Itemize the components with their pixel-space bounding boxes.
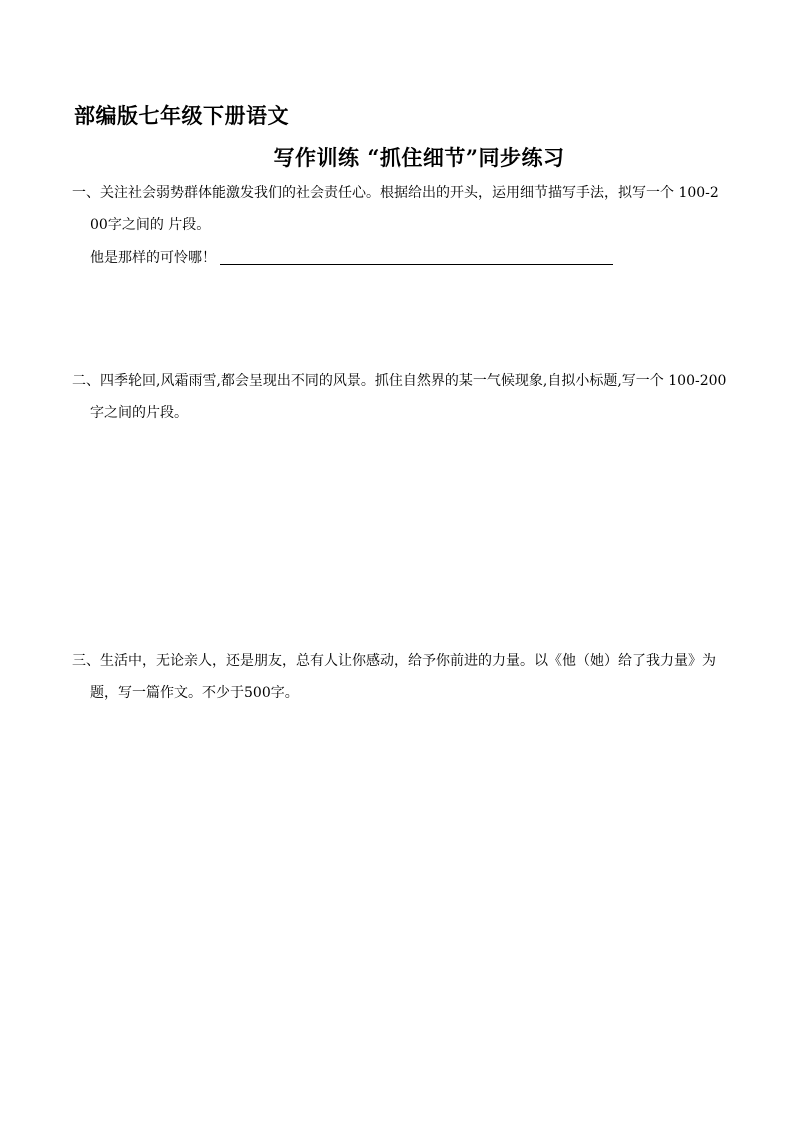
question-number: 二、 [72, 373, 100, 389]
prompt-text: 他是那样的可怜哪！ [90, 250, 216, 266]
question-text-line2: 字之间的片段。 [90, 405, 188, 421]
textbook-header: 部编版七年级下册语文 [74, 103, 289, 128]
question-text-line1: 四季轮回,风霜雨雪,都会呈现出不同的风景。抓住自然界的某一气候现象,自拟小标题,写一个 100-200 [100, 373, 727, 389]
answer-line[interactable] [220, 250, 613, 265]
prompt-row [90, 250, 613, 265]
question-text-line1: 关注社会弱势群体能激发我们的社会责任心。根据给出的开头，运用细节描写手法，拟写一个 100-2 [100, 185, 719, 201]
question-text-line1: 生活中，无论亲人，还是朋友，总有人让你感动，给予你前进的力量。以《他（她）给了我力量》为 [100, 653, 716, 669]
page-title: 写作训练 “抓住细节”同步练习 [273, 145, 565, 170]
question-text-line2: 题，写一篇作文。不少于500字。 [90, 685, 299, 701]
question-number: 三、 [72, 653, 100, 669]
question-number: 一、 [72, 185, 100, 201]
question-text-line2: 00字之间的 片段。 [90, 217, 211, 233]
